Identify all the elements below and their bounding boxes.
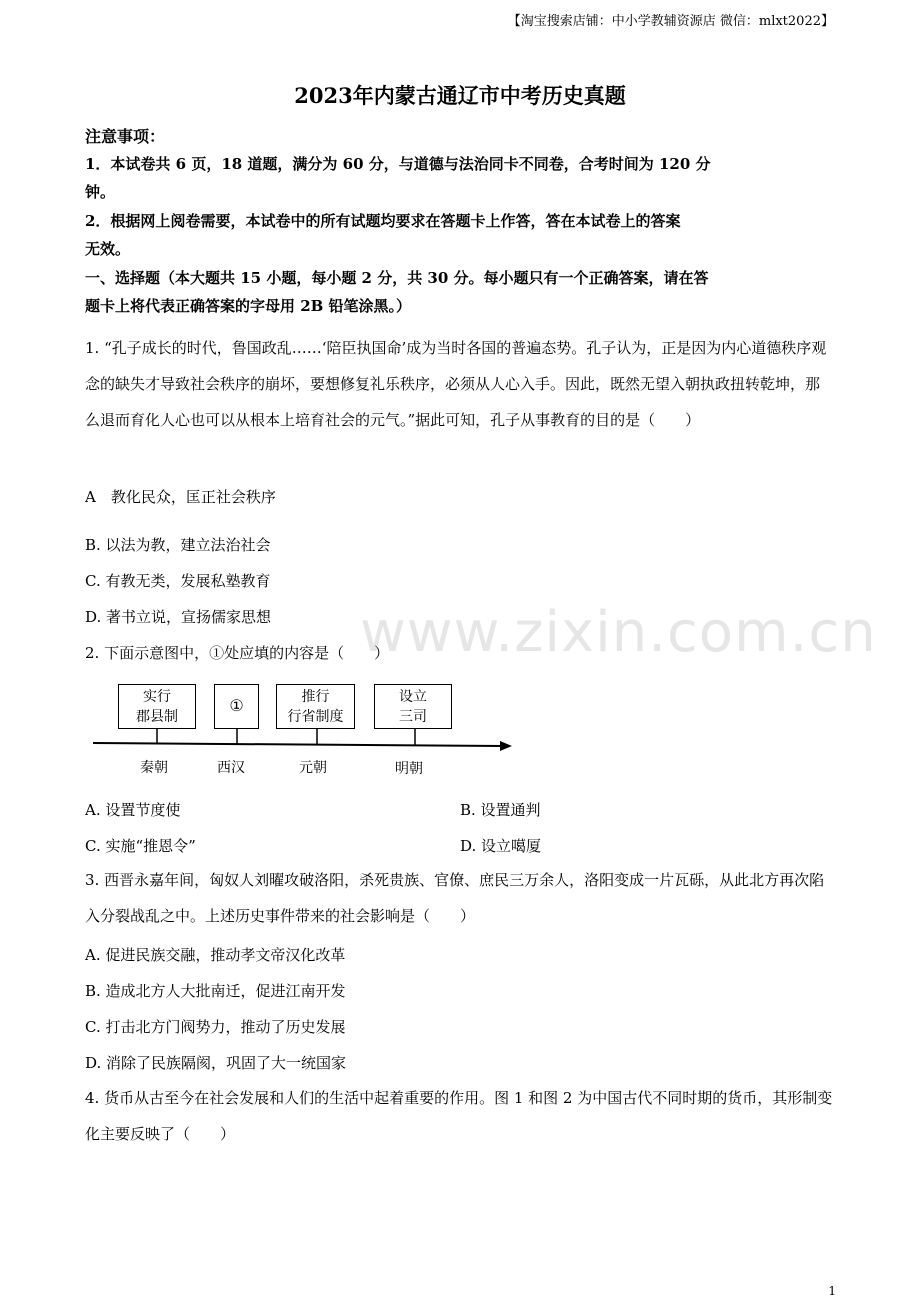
timeline-label-yuan: 元朝 (299, 760, 327, 776)
q1-option-c: C. 有教无类，发展私塾教育 (85, 572, 271, 590)
box-yuan-line-1: 推行 (301, 689, 330, 705)
timeline-axis (93, 743, 502, 746)
q2-option-c: C. 实施“推恩令” (85, 837, 196, 855)
notice-heading: 注意事项： (85, 127, 166, 146)
box-ming-line-2: 三司 (399, 709, 427, 725)
header-note: 【淘宝搜索店铺：中小学教辅资源店 微信：mlxt2022】 (507, 14, 834, 29)
notice-item-2-line-1: 2．根据网上阅卷需要，本试卷中的所有试题均要求在答题卡上作答，答在本试卷上的答案 (85, 212, 681, 230)
timeline-box-qin (118, 684, 196, 729)
timeline-box-ming (374, 684, 452, 729)
q3-option-c: C. 打击北方门阀势力，推动了历史发展 (85, 1018, 346, 1036)
q3-option-b: B. 造成北方人大批南迁，促进江南开发 (85, 982, 346, 1000)
question-3-text: 3. 西晋永嘉年间，匈奴人刘曜攻破洛阳，杀死贵族、官僚、庶民三万余人，洛阳变成一片瓦砾，从此北方再次陷入分裂战乱之中。上述历史事件带来的社会影响是（ ） (85, 871, 825, 925)
timeline-label-xihan: 西汉 (217, 760, 245, 776)
page-title: 2023年内蒙古通辽市中考历史真题 (294, 83, 626, 108)
q2-option-a: A. 设置节度使 (85, 801, 181, 819)
timeline-label-ming: 明朝 (395, 761, 423, 777)
box-qin-line-1: 实行 (143, 689, 171, 705)
q1-option-d: D. 著书立说，宣扬儒家思想 (85, 608, 272, 626)
section1-line-2: 题卡上将代表正确答案的字母用 2B 铅笔涂黑。） (85, 297, 412, 315)
q2-option-b: B. 设置通判 (460, 801, 541, 819)
box-yuan-line-2: 行省制度 (287, 709, 344, 725)
timeline-box-blank: ① (214, 684, 259, 729)
watermark: www.zixin.com.cn (360, 600, 877, 665)
section1-line-1: 一、选择题（本大题共 15 小题，每小题 2 分，共 30 分。每小题只有一个正确答案，请在答 (85, 269, 709, 287)
q3-option-a: A. 促进民族交融，推动孝文帝汉化改革 (85, 946, 346, 964)
timeline-arrowhead (500, 741, 512, 751)
q1-option-a: A 教化民众，匡正社会秩序 (85, 488, 276, 506)
timeline-box-yuan (276, 684, 355, 729)
box-ming-line-1: 设立 (399, 689, 427, 705)
notice-item-1-line-1: 1．本试卷共 6 页，18 道题，满分为 60 分，与道德与法治同卡不同卷，合考时间为 120 分 (85, 155, 711, 173)
box-qin-line-2: 郡县制 (136, 709, 178, 725)
notice-item-1-line-2: 钟。 (85, 183, 116, 201)
question-4-text: 4. 货币从古至今在社会发展和人们的生活中起着重要的作用。图 1 和图 2 为中国古代不同时期的货币，其形制变化主要反映了（ ） (85, 1089, 833, 1143)
q1-option-b: B. 以法为教，建立法治社会 (85, 536, 271, 554)
question-1-text: 1. “孔子成长的时代，鲁国政乱……‘陪臣执国命’成为当时各国的普遍态势。孔子认为，正是因为内心道德秩序观念的缺失才导致社会秩序的崩坏，要想修复礼乐秩序，必须从人心入手。因此，既然无望入朝执政扭转乾坤，那么退而育化人心也可以从根本上培育社会的元气。”据此可知，孔子从事教育的目的是（ ） (85, 339, 827, 429)
timeline-diagram (90, 680, 520, 780)
timeline-label-qin: 秦朝 (140, 760, 168, 776)
notice-item-2-line-2: 无效。 (85, 240, 131, 258)
q2-option-d: D. 设立噶厦 (460, 837, 542, 855)
q3-option-d: D. 消除了民族隔阂，巩固了大一统国家 (85, 1054, 347, 1072)
question-2-text: 2. 下面示意图中，①处应填的内容是（ ） (85, 644, 390, 662)
page-number: 1 (828, 1284, 836, 1298)
